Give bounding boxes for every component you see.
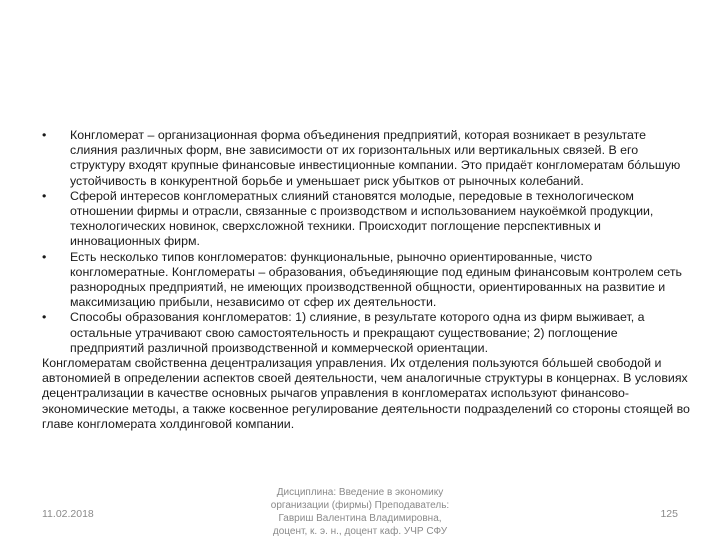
closing-paragraph: Конгломератам свойственна децентрализация управления. Их отделения пользуются бóльшей свободой и автономией в определении аспектов своей деятельности, чем аналогичные структуры в концернах. В условиях децентрализации в качестве основных рычагов управления в конгломератах используют финансово-экономические методы, а также косвенное регулирование деятельности подразделений со стороны стоящей во главе конгломерата холдинговой компании. (42, 356, 690, 431)
bullet-marker: • (42, 188, 47, 203)
bullet-marker: • (42, 310, 47, 325)
slide-body (42, 128, 690, 432)
bullet-text-4: Способы образования конгломератов: 1) слияние, в результате которого одна из фирм выживает, а остальные утрачивают свою самостоятельность и прекращают существование; 2) поглощение предприятий различной производственной и коммерческой ориентации. (70, 310, 645, 355)
bullet-text-3: Есть несколько типов конгломератов: функциональные, рыночно ориентированные, чисто конгломератные. Конгломераты – образования, объединяющие под единым финансовым контролем сеть разнородных предприятий, не имеющих производственной общности, ориентированных на развитие и максимизацию прибыли, независимо от сфер их деятельности. (70, 249, 683, 310)
bullet-marker: • (42, 128, 47, 142)
footer-date: 11.02.2018 (42, 508, 94, 520)
footer-discipline-line-4: доцент, к. э. н., доцент каф. УЧР СФУ (272, 526, 448, 537)
footer-discipline-line-1: Дисциплина: Введение в экономику (276, 487, 444, 498)
bullet-text-2: Сферой интересов конгломератных слияний становятся молодые, передовые в технологическом отношении фирмы и отрасли, связанные с производством и использованием наукоёмкой продукции, технологических новинок, сверхсложной техники. Происходит поглощение перспективных и инновационных фирм. (70, 188, 654, 249)
bullet-item-4 (42, 310, 690, 356)
footer-discipline-line-2: организации (фирмы) Преподаватель: (270, 500, 450, 511)
bullet-marker: • (42, 249, 47, 264)
bullet-item-3 (42, 250, 690, 311)
bullet-item-2 (42, 189, 690, 250)
footer-discipline-info (240, 486, 480, 538)
bullet-text-1: Конгломерат – организационная форма объединения предприятий, которая возникает в результате слияния различных форм, вне зависимости от их горизонтальных или вертикальных связей. В его структуру входят крупные финансовые инвестиционные компании. Это придаёт конгломератам бóльшую устойчивость в конкурентной борьбе и уменьшает риск убытков от рыночных колебаний. (70, 128, 681, 188)
page-number: 125 (660, 508, 678, 520)
bullet-item-1 (42, 128, 690, 189)
footer-discipline-line-3: Гавриш Валентина Владимировна, (278, 513, 442, 524)
